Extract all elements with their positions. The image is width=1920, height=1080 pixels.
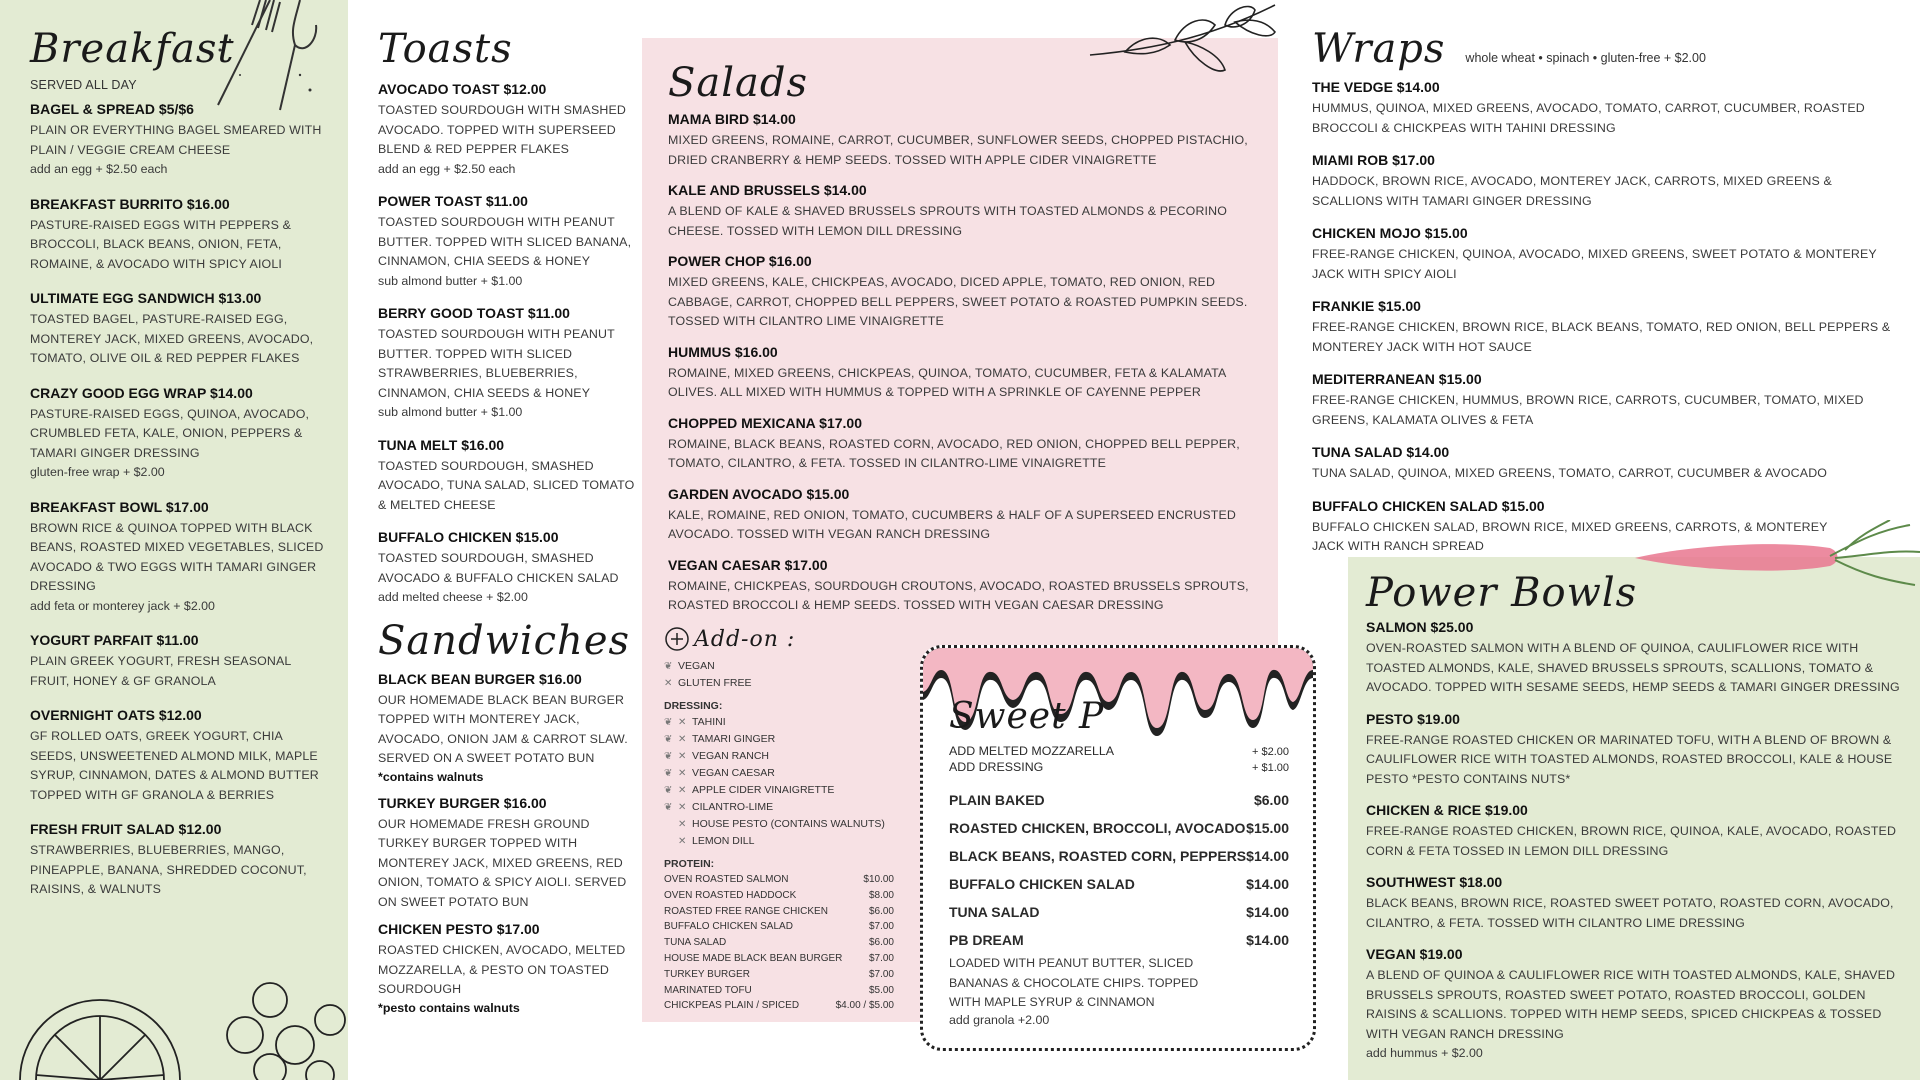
item-desc: MIXED GREENS, KALE, CHICKPEAS, AVOCADO, DICED APPLE, TOMATO, RED ONION, RED CABBAGE, CARROT, CHOPPED BELL PEPPERS, SWEET POTATO & ROASTED PUMPKIN SEEDS. TOSSED WITH CILANTRO LIME VINAIGRETTE xyxy=(668,275,1248,328)
breakfast-title: Breakfast xyxy=(30,26,235,72)
sweetp-item: BUFFALO CHICKEN SALAD $14.00 xyxy=(949,876,1289,892)
menu-item xyxy=(30,498,330,617)
item-name: BREAKFAST BOWL $17.00 xyxy=(30,498,209,515)
menu-item xyxy=(378,528,636,608)
item-name: BERRY GOOD TOAST $11.00 xyxy=(378,305,570,321)
menu-item xyxy=(668,252,1258,332)
item-name: KALE AND BRUSSELS $14.00 xyxy=(668,182,867,198)
dressing-item: ❦ ✕ TAHINI xyxy=(664,714,899,731)
item-extra: add an egg + $2.50 each xyxy=(378,161,516,176)
item-name: CHOPPED MEXICANA $17.00 xyxy=(668,414,862,431)
item-name: THE VEDGE $14.00 xyxy=(1312,79,1440,95)
item-desc: TOASTED BAGEL, PASTURE-RAISED EGG, MONTEREY JACK, MIXED GREENS, AVOCADO, TOMATO, OLIVE OIL & RED PEPPER FLAKES xyxy=(30,312,314,365)
menu-item xyxy=(30,820,330,900)
menu-item xyxy=(668,485,1258,545)
vegan-leaf-icon: ❦ xyxy=(664,717,673,728)
legend-gluten-free: ✕ GLUTEN FREE xyxy=(664,675,899,692)
sweetp-item: ROASTED CHICKEN, BROCCOLI, AVOCADO $15.00 xyxy=(949,820,1289,836)
gluten-free-icon: ✕ xyxy=(678,751,687,762)
protein-item: OVEN ROASTED HADDOCK $8.00 xyxy=(664,889,894,901)
item-desc: TOASTED SOURDOUGH WITH SMASHED AVOCADO. TOPPED WITH SUPERSEED BLEND & RED PEPPER FLAKES xyxy=(378,103,626,156)
dressing-label: DRESSING: xyxy=(664,700,723,712)
item-desc: ROASTED CHICKEN, AVOCADO, MELTED MOZZARELLA, & PESTO ON TOASTED SOURDOUGH xyxy=(378,943,626,996)
power-bowls-section xyxy=(1366,570,1906,1064)
sandwiches-title: Sandwiches xyxy=(378,617,631,664)
menu-item xyxy=(378,670,636,786)
gluten-free-icon: ✕ xyxy=(678,836,687,847)
item-desc: HUMMUS, QUINOA, MIXED GREENS, AVOCADO, TOMATO, CARROT, CUCUMBER, ROASTED BROCCOLI & CHICKPEAS WITH TAHINI DRESSING xyxy=(1312,101,1865,135)
item-desc: TOASTED SOURDOUGH, SMASHED AVOCADO & BUFFALO CHICKEN SALAD xyxy=(378,551,619,585)
menu-item xyxy=(1312,497,1842,557)
addon-section xyxy=(664,626,899,1014)
item-name: VEGAN CAESAR $17.00 xyxy=(668,556,828,573)
item-extra: sub almond butter + $1.00 xyxy=(378,405,523,419)
breakfast-section xyxy=(30,26,330,915)
protein-item: CHICKPEAS PLAIN / SPICED $4.00 / $5.00 xyxy=(664,1000,894,1012)
dressing-item: ❦ ✕ APPLE CIDER VINAIGRETTE xyxy=(664,782,899,799)
vegan-leaf-icon: ❦ xyxy=(664,734,673,745)
menu-item xyxy=(1366,801,1906,861)
power-bowls-title: Power Bowls xyxy=(1366,570,1638,616)
item-name: SALMON $25.00 xyxy=(1366,619,1474,635)
menu-item xyxy=(668,181,1258,241)
menu-item xyxy=(378,920,636,1017)
menu-item xyxy=(668,556,1258,616)
item-name: SOUTHWEST $18.00 xyxy=(1366,874,1503,890)
menu-item xyxy=(30,195,330,275)
menu-item xyxy=(30,384,330,483)
item-desc: OUR HOMEMADE BLACK BEAN BURGER TOPPED WITH MONTEREY JACK, AVOCADO, ONION JAM & CARROT SLAW. SERVED ON A SWEET POTATO BUN xyxy=(378,692,628,765)
item-name: TUNA MELT $16.00 xyxy=(378,436,505,453)
item-desc: HADDOCK, BROWN RICE, AVOCADO, MONTEREY JACK, CARROTS, MIXED GREENS & SCALLIONS WITH TAMARI GINGER DRESSING xyxy=(1312,174,1832,208)
item-name: POWER TOAST $11.00 xyxy=(378,193,528,209)
item-name: CHICKEN MOJO $15.00 xyxy=(1312,225,1468,241)
protein-item: TUNA SALAD $6.00 xyxy=(664,937,894,949)
sweetp-item: TUNA SALAD $14.00 xyxy=(949,904,1289,920)
item-extra: sub almond butter + $1.00 xyxy=(378,273,523,288)
breakfast-subtitle: SERVED ALL DAY xyxy=(30,78,137,92)
menu-item xyxy=(1366,945,1906,1064)
item-desc: GF ROLLED OATS, GREEK YOGURT, CHIA SEEDS, UNSWEETENED ALMOND MILK, MAPLE SYRUP, CINNAMON, DATES & ALMOND BUTTER TOPPED WITH GF GRANOLA & BERRIES xyxy=(30,729,319,802)
item-desc: TUNA SALAD, QUINOA, MIXED GREENS, TOMATO, CARROT, CUCUMBER & AVOCADO xyxy=(1312,466,1828,480)
wraps-subtitle: whole wheat • spinach • gluten-free + $2.00 xyxy=(1465,51,1706,65)
item-extra: add an egg + $2.50 each xyxy=(30,162,168,176)
item-name: BUFFALO CHICKEN SALAD $15.00 xyxy=(1312,497,1545,514)
dressing-item: ✕ HOUSE PESTO (CONTAINS WALNUTS) xyxy=(664,816,899,833)
item-desc: TOASTED SOURDOUGH, SMASHED AVOCADO, TUNA SALAD, SLICED TOMATO & MELTED CHEESE xyxy=(378,458,635,512)
item-name: BAGEL & SPREAD $5/$6 xyxy=(30,101,194,117)
menu-item xyxy=(1366,618,1906,698)
menu-item xyxy=(30,706,330,805)
item-desc: ROMAINE, MIXED GREENS, CHICKPEAS, QUINOA, TOMATO, CUCUMBER, FETA & KALAMATA OLIVES. ALL MIXED WITH HUMMUS & TOPPED WITH A SPRINKLE OF CAYENNE PEPPER xyxy=(668,365,1226,399)
dressing-item: ❦ ✕ TAMARI GINGER xyxy=(664,731,899,748)
gluten-free-icon: ✕ xyxy=(678,717,687,728)
item-desc: BROWN RICE & QUINOA TOPPED WITH BLACK BEANS, ROASTED MIXED VEGETABLES, SLICED AVOCADO & TWO EGGS WITH TAMARI GINGER DRESSING xyxy=(30,520,324,593)
toasts-title: Toasts xyxy=(378,26,513,72)
item-name: MEDITERRANEAN $15.00 xyxy=(1312,371,1482,387)
sweetp-card xyxy=(920,645,1316,1051)
pb-dream-desc: LOADED WITH PEANUT BUTTER, SLICED BANANAS & CHOCOLATE CHIPS. TOPPED WITH MAPLE SYRUP & CINNAMON xyxy=(949,956,1199,1009)
item-name: POWER CHOP $16.00 xyxy=(668,253,812,269)
item-desc: PASTURE-RAISED EGGS, QUINOA, AVOCADO, CRUMBLED FETA, KALE, ONION, PEPPERS & TAMARI GINGER DRESSING xyxy=(30,406,310,460)
item-desc: A BLEND OF KALE & SHAVED BRUSSELS SPROUTS WITH TOASTED ALMONDS & PECORINO CHEESE. TOSSED WITH LEMON DILL DRESSING xyxy=(668,204,1228,238)
menu-item xyxy=(30,100,330,180)
item-name: AVOCADO TOAST $12.00 xyxy=(378,81,547,97)
vegan-leaf-icon: ❦ xyxy=(664,802,673,813)
item-name: CRAZY GOOD EGG WRAP $14.00 xyxy=(30,384,253,401)
item-name: TUNA SALAD $14.00 xyxy=(1312,444,1450,460)
item-desc: PASTURE-RAISED EGGS WITH PEPPERS & BROCCOLI, BLACK BEANS, ONION, FETA, ROMAINE, & AVOCADO WITH SPICY AIOLI xyxy=(30,217,291,271)
menu-item xyxy=(1366,873,1906,933)
item-name: PESTO $19.00 xyxy=(1366,710,1460,727)
item-desc: A BLEND OF QUINOA & CAULIFLOWER RICE WITH TOASTED ALMONDS, KALE, SHAVED BRUSSELS SPROUTS, ROASTED SWEET POTATO, ROASTED BROCCOLI, GOLDEN RAISINS & SCALLIONS. TOPPED WITH HEMP SEEDS, SPICED CHICKPEAS & TOSSED WITH VEGAN RANCH DRESSING xyxy=(1366,968,1896,1041)
addon-title: Add-on : xyxy=(694,626,796,652)
menu-item xyxy=(1312,370,1892,430)
item-name: MIAMI ROB $17.00 xyxy=(1312,152,1435,168)
gluten-free-icon: ✕ xyxy=(678,785,687,796)
item-desc: KALE, ROMAINE, RED ONION, TOMATO, CUCUMBERS & HALF OF A SUPERSEED ENCRUSTED AVOCADO. TOSSED WITH VEGAN RANCH DRESSING xyxy=(668,507,1237,541)
menu-item xyxy=(1312,443,1892,484)
vegan-leaf-icon: ❦ xyxy=(664,768,673,779)
dressing-item: ✕ LEMON DILL xyxy=(664,833,899,850)
sweetp-extra: ADD DRESSING + $1.00 xyxy=(949,760,1289,774)
menu-item xyxy=(668,110,1258,170)
menu-item xyxy=(378,794,636,913)
item-desc: FREE-RANGE CHICKEN, HUMMUS, BROWN RICE, CARROTS, CUCUMBER, TOMATO, MIXED GREENS, KALAMATA OLIVES & FETA xyxy=(1312,393,1864,427)
item-name: HUMMUS $16.00 xyxy=(668,343,778,360)
item-desc: TOASTED SOURDOUGH WITH PEANUT BUTTER. TOPPED WITH SLICED BANANA, CINNAMON, CHIA SEEDS & HONEY xyxy=(378,215,632,268)
item-name: OVERNIGHT OATS $12.00 xyxy=(30,707,202,723)
menu-item xyxy=(1312,78,1892,138)
protein-item: MARINATED TOFU $5.00 xyxy=(664,984,894,996)
citrus-blueberries-icon xyxy=(0,975,348,1080)
sweetp-title: Sweet P xyxy=(949,696,1105,737)
item-name: CHICKEN PESTO $17.00 xyxy=(378,921,540,937)
item-desc: FREE-RANGE ROASTED CHICKEN OR MARINATED TOFU, WITH A BLEND OF BROWN & CAULIFLOWER RICE WITH TOASTED ALMONDS, ROASTED BROCCOLI, KALE & HOUSE PESTO *PESTO CONTAINS NUTS* xyxy=(1366,732,1893,786)
item-desc: TOASTED SOURDOUGH WITH PEANUT BUTTER. TOPPED WITH SLICED STRAWBERRIES, BLUEBERRIES, CINNAMON, CHIA SEEDS & HONEY xyxy=(378,327,615,400)
item-name: CHICKEN & RICE $19.00 xyxy=(1366,802,1528,818)
salads-section xyxy=(668,60,1258,616)
pb-dream-extra: add granola +2.00 xyxy=(949,1012,1050,1027)
item-name: FRESH FRUIT SALAD $12.00 xyxy=(30,821,222,837)
sweetp-item: PB DREAM $14.00 xyxy=(949,932,1289,948)
protein-item: ROASTED FREE RANGE CHICKEN $6.00 xyxy=(664,905,894,917)
gluten-free-icon: ✕ xyxy=(678,734,687,745)
menu-item xyxy=(378,80,636,179)
item-name: GARDEN AVOCADO $15.00 xyxy=(668,485,850,502)
menu-item xyxy=(1312,224,1892,284)
item-desc: OVEN-ROASTED SALMON WITH A BLEND OF QUINOA, CAULIFLOWER RICE WITH TOASTED ALMONDS, KALE, SHAVED BRUSSELS SPROUTS, SCALLIONS, TOMATO & AVOCADO. TOPPED WITH SESAME SEEDS, HEMP SEEDS & TAMARI GINGER DRESSING xyxy=(1366,641,1900,694)
dressing-list xyxy=(664,714,899,850)
menu-item xyxy=(1366,710,1906,790)
item-name: BLACK BEAN BURGER $16.00 xyxy=(378,670,582,687)
item-desc: MIXED GREENS, ROMAINE, CARROT, CUCUMBER, SUNFLOWER SEEDS, CHOPPED PISTACHIO, DRIED CRANBERRY & HEMP SEEDS. TOSSED WITH APPLE CIDER VINAIGRETTE xyxy=(668,133,1248,167)
item-name: ULTIMATE EGG SANDWICH $13.00 xyxy=(30,290,262,306)
wraps-title: Wraps xyxy=(1312,26,1446,72)
item-name: TURKEY BURGER $16.00 xyxy=(378,794,547,811)
item-desc: FREE-RANGE ROASTED CHICKEN, BROWN RICE, QUINOA, KALE, AVOCADO, ROASTED CORN & FETA TOSSED IN LEMON DILL DRESSING xyxy=(1366,824,1897,858)
gluten-free-icon: ✕ xyxy=(678,768,687,779)
item-desc: FREE-RANGE CHICKEN, BROWN RICE, BLACK BEANS, TOMATO, RED ONION, BELL PEPPERS & MONTEREY JACK WITH HOT SAUCE xyxy=(1312,320,1891,354)
breakfast-items xyxy=(30,100,330,900)
dressing-item: ❦ ✕ VEGAN CAESAR xyxy=(664,765,899,782)
sweetp-extra: ADD MELTED MOZZARELLA + $2.00 xyxy=(949,744,1289,758)
item-desc: BLACK BEANS, BROWN RICE, ROASTED SWEET POTATO, ROASTED CORN, AVOCADO, CILANTRO, & FETA. TOSSED WITH CILANTRO LIME DRESSING xyxy=(1366,896,1894,930)
menu-item xyxy=(668,414,1258,474)
item-desc: ROMAINE, CHICKPEAS, SOURDOUGH CROUTONS, AVOCADO, ROASTED BRUSSELS SPROUTS, ROASTED BROCCOLI & HEMP SEEDS. TOSSED WITH VEGAN CAESAR DRESSING xyxy=(668,578,1249,612)
menu-item xyxy=(30,631,330,691)
item-desc: ROMAINE, BLACK BEANS, ROASTED CORN, AVOCADO, RED ONION, CHOPPED BELL PEPPER, TOMATO, CILANTRO, & FETA. TOSSED IN CILANTRO-LIME VINAIGRETTE xyxy=(668,436,1240,470)
item-name: VEGAN $19.00 xyxy=(1366,946,1463,962)
sweetp-item: BLACK BEANS, ROASTED CORN, PEPPERS $14.00 xyxy=(949,848,1289,864)
item-note: *pesto contains walnuts xyxy=(378,1000,520,1015)
item-extra: gluten-free wrap + $2.00 xyxy=(30,465,165,479)
protein-item: TURKEY BURGER $7.00 xyxy=(664,968,894,980)
item-extra: add melted cheese + $2.00 xyxy=(378,590,528,604)
item-extra: add hummus + $2.00 xyxy=(1366,1046,1483,1060)
item-desc: FREE-RANGE CHICKEN, QUINOA, AVOCADO, MIXED GREENS, SWEET POTATO & MONTEREY JACK WITH SPICY AIOLI xyxy=(1312,247,1877,281)
toasts-section xyxy=(378,26,636,1017)
item-desc: PLAIN OR EVERYTHING BAGEL SMEARED WITH PLAIN / VEGGIE CREAM CHEESE xyxy=(30,123,322,157)
protein-item: HOUSE MADE BLACK BEAN BURGER $7.00 xyxy=(664,952,894,964)
protein-list xyxy=(664,872,894,1014)
legend-vegan: ❦ VEGAN xyxy=(664,658,899,675)
gluten-free-icon: ✕ xyxy=(678,819,687,830)
dressing-item: ❦ ✕ CILANTRO-LIME xyxy=(664,799,899,816)
vegan-leaf-icon: ❦ xyxy=(664,661,673,672)
menu-item xyxy=(378,436,636,516)
item-desc: STRAWBERRIES, BLUEBERRIES, MANGO, PINEAPPLE, BANANA, SHREDDED COCONUT, RAISINS, & WALNUTS xyxy=(30,843,307,896)
menu-item xyxy=(30,289,330,369)
sweetp-content xyxy=(949,694,1289,1027)
plus-circle-icon xyxy=(664,626,690,652)
item-name: FRANKIE $15.00 xyxy=(1312,298,1421,314)
item-desc: BUFFALO CHICKEN SALAD, BROWN RICE, MIXED GREENS, CARROTS, & MONTEREY JACK WITH RANCH SPREAD xyxy=(1312,519,1828,553)
item-name: BUFFALO CHICKEN $15.00 xyxy=(378,529,559,545)
item-name: MAMA BIRD $14.00 xyxy=(668,111,796,127)
menu-item xyxy=(668,343,1258,403)
dressing-item: ❦ ✕ VEGAN RANCH xyxy=(664,748,899,765)
menu-item xyxy=(1312,297,1892,357)
gluten-free-icon: ✕ xyxy=(664,678,673,689)
item-desc: OUR HOMEMADE FRESH GROUND TURKEY BURGER TOPPED WITH MONTEREY JACK, MIXED GREENS, RED ONION, TOMATO & SPICY AIOLI. SERVED ON SWEET POTATO BUN xyxy=(378,816,627,909)
vegan-leaf-icon: ❦ xyxy=(664,785,673,796)
menu-item xyxy=(378,192,636,291)
menu-item xyxy=(1312,151,1892,211)
sweetp-item: PLAIN BAKED $6.00 xyxy=(949,792,1289,808)
protein-label: PROTEIN: xyxy=(664,858,715,870)
item-name: BREAKFAST BURRITO $16.00 xyxy=(30,195,230,212)
wraps-section xyxy=(1312,26,1892,557)
menu-item xyxy=(378,304,636,423)
salads-title: Salads xyxy=(668,60,809,106)
vegan-leaf-icon: ❦ xyxy=(664,751,673,762)
item-name: YOGURT PARFAIT $11.00 xyxy=(30,632,199,648)
gluten-free-icon: ✕ xyxy=(678,802,687,813)
protein-item: OVEN ROASTED SALMON $10.00 xyxy=(664,874,894,885)
item-desc: PLAIN GREEK YOGURT, FRESH SEASONAL FRUIT, HONEY & GF GRANOLA xyxy=(30,654,292,688)
item-note: *contains walnuts xyxy=(378,769,484,784)
item-extra: add feta or monterey jack + $2.00 xyxy=(30,598,215,613)
protein-item: BUFFALO CHICKEN SALAD $7.00 xyxy=(664,921,894,933)
